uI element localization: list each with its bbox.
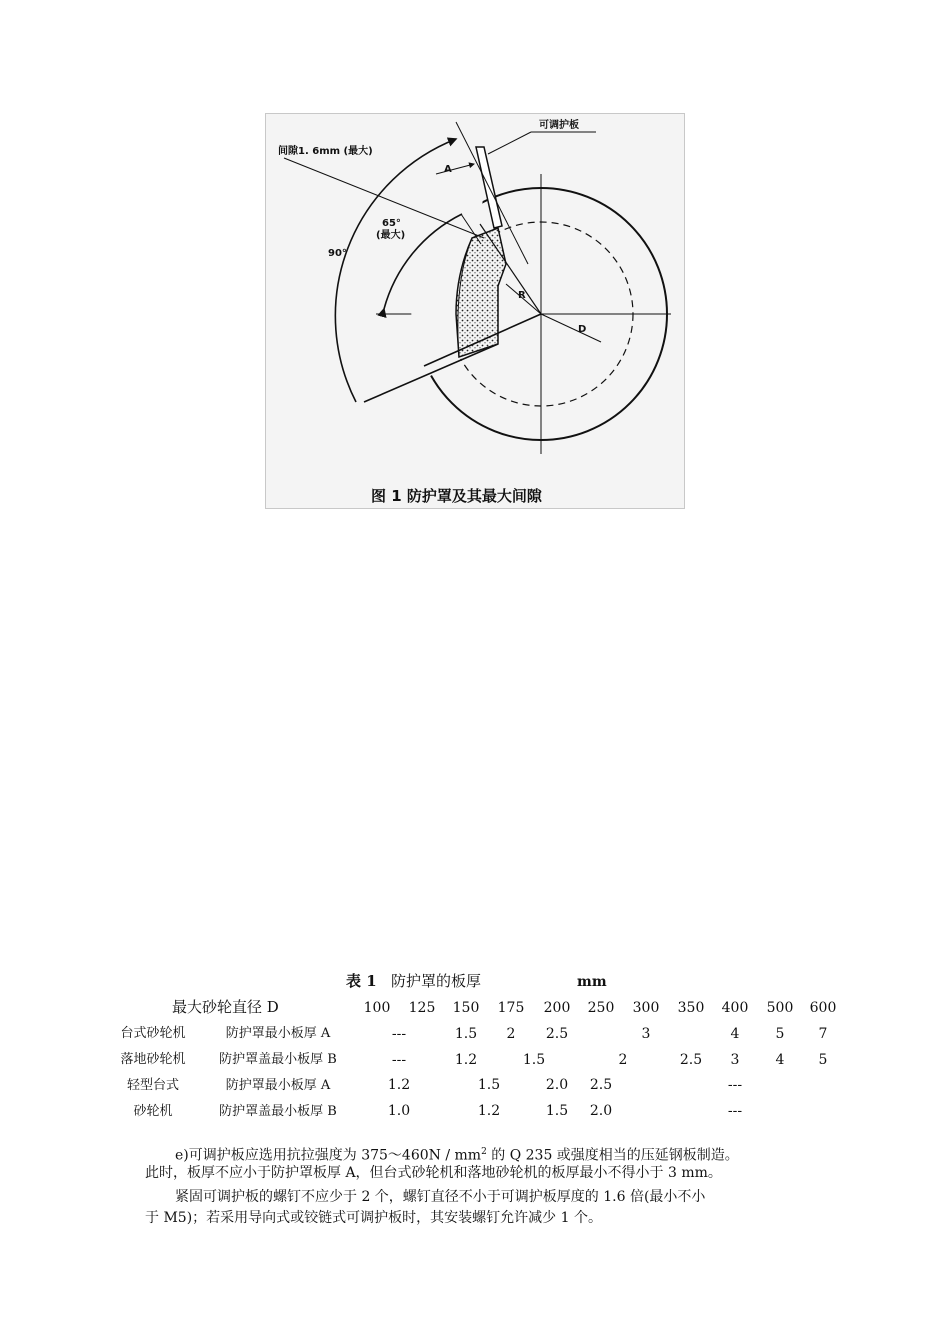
table-cell: 1.5 — [545, 1103, 569, 1119]
row-label: 防护罩盖最小板厚 B — [219, 1104, 337, 1119]
paragraph-2-line-1: 紧固可调护板的螺钉不应少于 2 个，螺钉直径不小于可调护板厚度的 1.6 倍(最小不小 — [175, 1189, 706, 1205]
table-cell: 3 — [641, 1026, 651, 1042]
row-label: 防护罩最小板厚 A — [225, 1026, 331, 1041]
row-label: 防护罩最小板厚 A — [225, 1078, 331, 1093]
table-cell: 1.5 — [477, 1077, 501, 1093]
header-label: 最大砂轮直径 D — [172, 998, 279, 1016]
table-unit: mm — [577, 974, 607, 990]
table-cell: 1.5 — [454, 1026, 478, 1042]
diameter-header: 100 — [363, 1000, 391, 1016]
diameter-header: 150 — [452, 1000, 480, 1016]
paragraph-2-line-2: 于 M5)；若采用导向式或铰链式可调护板时，其安装螺钉允许减少 1 个。 — [145, 1210, 602, 1226]
p1-superscript: 2 — [481, 1147, 487, 1157]
machine-label: 轻型台式 — [126, 1078, 180, 1093]
guard-diagram — [266, 114, 686, 510]
table-cell: 4 — [775, 1052, 785, 1068]
machine-label: 落地砂轮机 — [120, 1052, 186, 1067]
label-gap: 间隙1. 6mm (最大) — [278, 146, 373, 157]
machine-label-line2: 砂轮机 — [133, 1104, 173, 1119]
table-cell: 5 — [818, 1052, 828, 1068]
plate-label-leader — [488, 132, 531, 154]
table-cell: 2.0 — [545, 1077, 569, 1093]
p1-line1-end: 的 Q 235 或强度相当的压延钢板制造。 — [486, 1147, 739, 1164]
table-cell: 2.0 — [589, 1103, 613, 1119]
label-angle-65: 65° — [382, 218, 401, 229]
table-title-prefix: 表 1 — [346, 972, 377, 990]
paragraph-1-line-2: 此时，板厚不应小于防护罩板厚 A，但台式砂轮机和落地砂轮机的板厚最小不得小于 3 mm。 — [145, 1165, 722, 1181]
figure-caption: 图 1 防护罩及其最大间隙 — [371, 487, 542, 505]
table-cell: 7 — [818, 1026, 828, 1042]
table-cell: 5 — [775, 1026, 785, 1042]
row-label: 防护罩盖最小板厚 B — [219, 1052, 337, 1067]
label-adjustable-plate: 可调护板 — [539, 120, 579, 131]
table-cell: 2.5 — [589, 1077, 613, 1093]
table-cell: 3 — [730, 1052, 740, 1068]
diameter-header: 125 — [408, 1000, 436, 1016]
table-cell: --- — [727, 1077, 743, 1093]
machine-label: 台式砂轮机 — [120, 1026, 186, 1041]
label-d: D — [578, 324, 587, 335]
diameter-header: 600 — [809, 1000, 837, 1016]
table-cell: --- — [391, 1052, 407, 1068]
table-cell: --- — [727, 1103, 743, 1119]
table-cell: 1.2 — [454, 1052, 478, 1068]
table-title-text: 防护罩的板厚 — [390, 972, 481, 990]
table-cell: 2 — [506, 1026, 516, 1042]
diameter-header: 500 — [766, 1000, 794, 1016]
guard-figure — [265, 113, 685, 509]
table-cell: 1.2 — [477, 1103, 501, 1119]
p1-line1-text: e)可调护板应选用抗拉强度为 375～460N / mm — [175, 1147, 482, 1164]
label-angle-90: 90° — [328, 248, 347, 259]
table-cell: 1.0 — [387, 1103, 411, 1119]
table-cell: 2.5 — [679, 1052, 703, 1068]
table-cell: 4 — [730, 1026, 740, 1042]
table-cell: 2.5 — [545, 1026, 569, 1042]
diameter-header: 175 — [497, 1000, 525, 1016]
table-cell: 2 — [618, 1052, 628, 1068]
table-cell: 1.5 — [522, 1052, 546, 1068]
label-angle-65-note: (最大) — [376, 230, 406, 241]
diameter-header: 200 — [543, 1000, 571, 1016]
diameter-header: 350 — [677, 1000, 705, 1016]
diameter-header: 300 — [632, 1000, 660, 1016]
table-title — [346, 973, 481, 989]
table-cell: --- — [391, 1026, 407, 1042]
label-a: A — [444, 164, 452, 175]
label-r: R — [518, 290, 526, 301]
table-cell: 1.2 — [387, 1077, 411, 1093]
diameter-line — [541, 314, 601, 342]
diameter-header: 400 — [721, 1000, 749, 1016]
diameter-header: 250 — [587, 1000, 615, 1016]
